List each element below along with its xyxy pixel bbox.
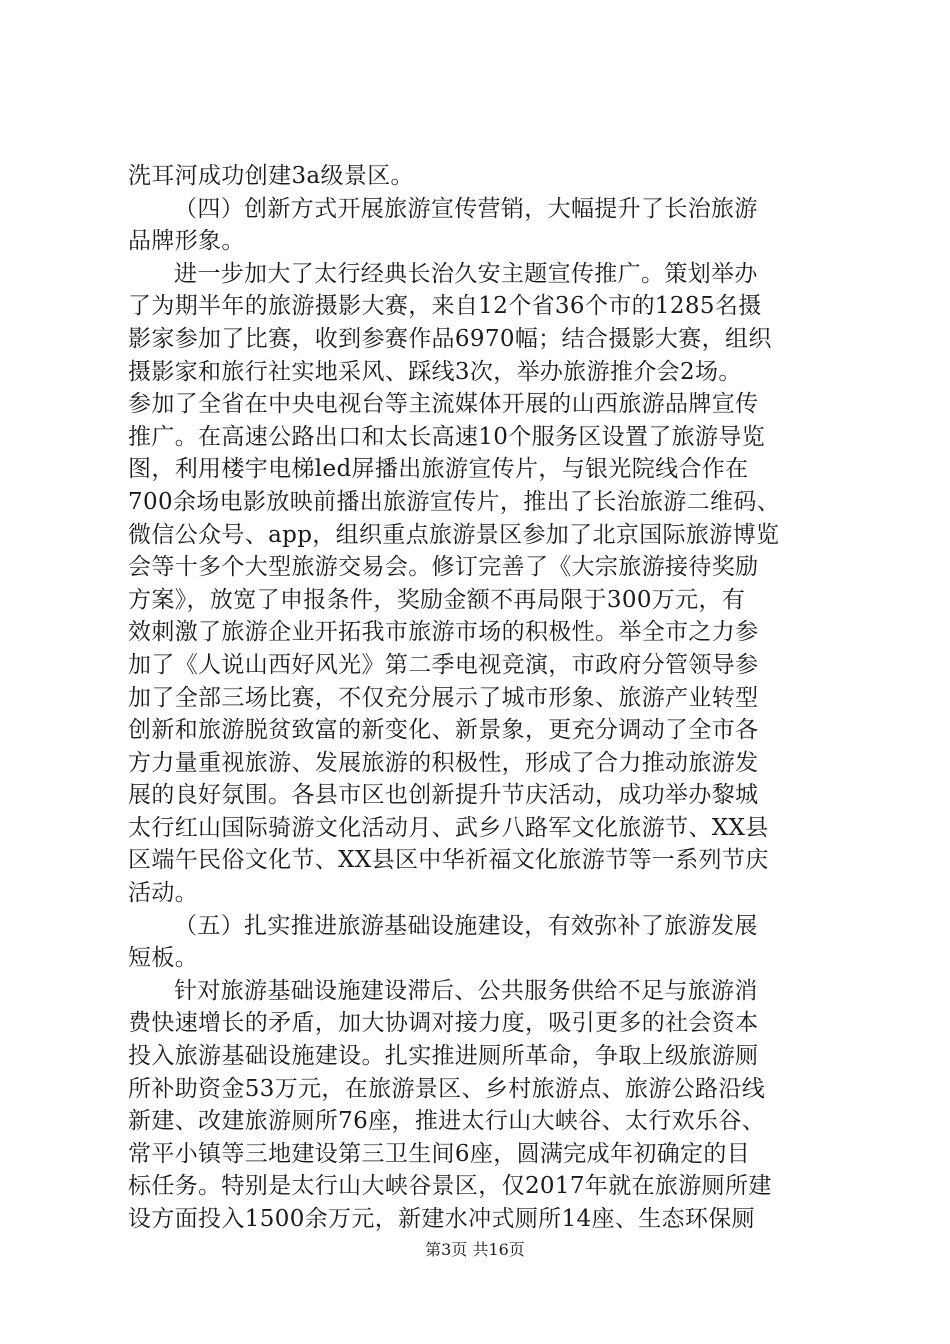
text-line: 了为期半年的旅游摄影大赛，来自12个省36个市的1285名摄 <box>128 293 762 320</box>
text-line: 参加了全省在中央电视台等主流媒体开展的山西旅游品牌宣传 <box>128 391 759 418</box>
text-line: 方案》，放宽了申报条件，奖励金额不再局限于300万元，有 <box>128 586 746 613</box>
text-line: 图，利用楼宇电梯led屏播出旅游宣传片，与银光院线合作在 <box>128 456 749 483</box>
text-line: 创新和旅游脱贫致富的新变化、新景象，更充分调动了全市各 <box>128 717 759 744</box>
text-line: 费快速增长的矛盾，加大协调对接力度，吸引更多的社会资本 <box>128 1010 759 1037</box>
text-line: 区端午民俗文化节、XX县区中华祈福文化旅游节等一系列节庆 <box>128 847 769 874</box>
document-body <box>128 160 838 1236</box>
text-line: （五）扎实推进旅游基础设施建设，有效弥补了旅游发展 <box>174 912 758 939</box>
text-line: 展的良好氛围。各县市区也创新提升节庆活动，成功举办黎城 <box>128 782 759 809</box>
text-line: 影家参加了比赛，收到参赛作品6970幅；结合摄影大赛，组织 <box>128 325 772 352</box>
text-line: 摄影家和旅行社实地采风、踩线3次，举办旅游推介会2场。 <box>128 358 742 385</box>
text-line: 太行红山国际骑游文化活动月、武乡八路军文化旅游节、XX县 <box>128 814 769 841</box>
text-line: 针对旅游基础设施建设滞后、公共服务供给不足与旅游消 <box>174 977 758 1004</box>
text-line: 加了《人说山西好风光》第二季电视竞演，市政府分管领导参 <box>128 651 759 678</box>
text-line: 品牌形象。 <box>128 228 245 255</box>
text-line: 常平小镇等三地建设第三卫生间6座，圆满完成年初确定的目 <box>128 1140 751 1167</box>
text-line: 短板。 <box>128 945 199 972</box>
text-line: 投入旅游基础设施建设。扎实推进厕所革命，争取上级旅游厕 <box>128 1043 759 1070</box>
text-line: 洗耳河成功创建3a级景区。 <box>128 163 414 189</box>
text-line: （四）创新方式开展旅游宣传营销，大幅提升了长治旅游 <box>174 195 758 222</box>
text-line: 700余场电影放映前播出旅游宣传片，推出了长治旅游二维码、 <box>128 488 781 515</box>
text-line: 所补助资金53万元，在旅游景区、乡村旅游点、旅游公路沿线 <box>128 1075 766 1102</box>
text-line: 方力量重视旅游、发展旅游的积极性，形成了合力推动旅游发 <box>128 749 759 776</box>
text-line: 加了全部三场比赛，不仅充分展示了城市形象、旅游产业转型 <box>128 684 759 711</box>
text-line: 推广。在高速公路出口和太长高速10个服务区设置了旅游导览 <box>128 423 766 450</box>
text-line: 效刺激了旅游企业开拓我市旅游市场的积极性。举全市之力参 <box>128 619 759 646</box>
text-line: 新建、改建旅游厕所76座，推进太行山大峡谷、太行欢乐谷、 <box>128 1108 766 1135</box>
text-line: 标任务。特别是太行山大峡谷景区，仅2017年就在旅游厕所建 <box>128 1173 772 1200</box>
page-footer: 第3页 共16页 <box>425 1240 525 1259</box>
text-line: 进一步加大了太行经典长治久安主题宣传推广。策划举办 <box>174 260 758 287</box>
text-line: 微信公众号、app，组织重点旅游景区参加了北京国际旅游博览 <box>128 521 780 548</box>
text-line: 会等十多个大型旅游交易会。修订完善了《大宗旅游接待奖励 <box>128 554 759 581</box>
text-line: 活动。 <box>128 880 199 907</box>
text-line: 设方面投入1500余万元，新建水冲式厕所14座、生态环保厕 <box>128 1206 755 1232</box>
